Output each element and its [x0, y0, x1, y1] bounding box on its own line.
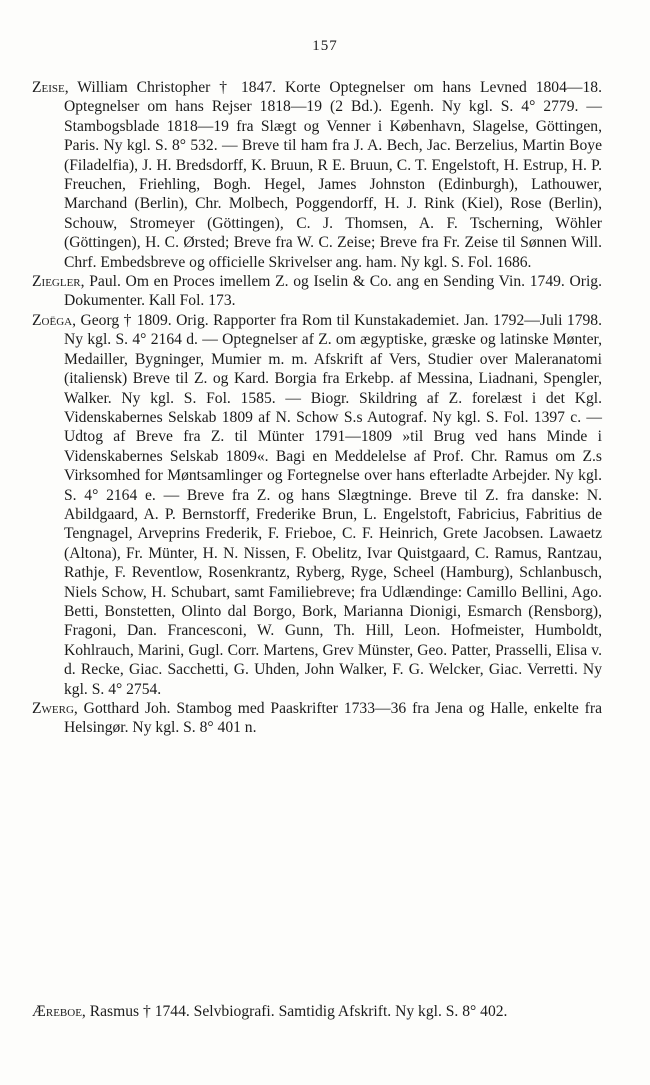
entry-surname: Ziegler — [32, 273, 81, 291]
register-entries — [32, 78, 602, 1020]
entry-surname: Zeise — [32, 79, 65, 96]
entry-text: , Rasmus † 1744. Selvbiografi. Samtidig Afskrift. Ny kgl. S. 8° 402. — [81, 1003, 508, 1020]
entry-surname: Zwerg — [32, 700, 74, 717]
register-entry — [32, 699, 602, 738]
entry-surname: Zoëga — [32, 311, 73, 329]
register-entry — [32, 272, 602, 311]
entry-text: , Georg † 1809. Orig. Rapporter fra Rom til Kunstakademiet. Jan. 1792—Juli 1798. Ny kgl. S. 4° 2164 d. — Optegnelser af Z. om ægyptiske, græske og latinske Mønter, Medailler, Bygninger, Mumier m. m. Afskrift af Vers, Studier over Maleranatomi (italiensk) Breve til Z. og Kard. Borgia fra Erkebp. af Messina, Liadnani, Spengler, Walker. Ny kgl. S. Fol. 1585. — Biogr. Skildring af Z. forelæst i det Kgl. Videnskabernes Selskab 1809 af N. Schow S.s Autograf. Ny kgl. S. Fol. 1397 c. — Udtog af Breve fra Z. til Münter 1791—1809 »til Brug ved hans Minde i Videnskabernes Selskab 1809«. Bagi en Meddelelse af Prof. Chr. Ramus om Z.s Virksomhed for Møntsamlinger og Fortegnelse over hans efterladte Arbejder. Ny kgl. S. 4° 2164 e. — Breve fra Z. og hans Slægtninge. Breve til Z. fra danske: N. Abildgaard, A. P. Bernstorff, Frederike Brun, L. Engelstoft, Fabricius, Fabritius de Tengnagel, Arveprins Frederik, F. Frieboe, C. F. Heinrich, Grete Jacobsen. Lawaetz (Altona), Fr. Münter, H. N. Nissen, F. Obelitz, Ivar Quistgaard, C. Ramus, Rantzau, Rathje, F. Reventlow, Rosenkrantz, Ryberg, Ryge, Scheel (Hamburg), Schlanbusch, Niels Schow, H. Schubart, samt Familiebreve; fra Udlændinge: Camillo Bellini, Ago. Betti, Bonstetten, Olinto dal Borgo, Bork, Marianna Dionigi, Esmarch (Rensborg), Fragoni, Dan. Francesconi, W. Gunn, Th. Hill, Leon. Hofmeister, Humboldt, Kohlrauch, Marini, Gugl. Corr. Martens, Grev Münster, Geo. Patter, Prasselli, Elisa v. d. Recke, Giac. Sacchetti, G. Uhden, John Walker, F. G. Welcker, Giac. Verretti. Ny kgl. S. 4° 2754. — [64, 311, 602, 698]
register-entry — [32, 311, 602, 699]
entry-text: , William Christopher † 1847. Korte Optegnelser om hans Levned 1804—18. Optegnelser om hans Rejser 1818—19 (2 Bd.). Egenh. Ny kgl. S. 4° 2779. — Stambogsblade 1818—19 fra Slægt og Venner i København, Slagelse, Göttingen, Paris. Ny kgl. S. 8° 532. — Breve til ham fra J. A. Bech, Jac. Berzelius, Martin Boye (Filadelfia), J. H. Bredsdorff, K. Bruun, R E. Bruun, C. T. Engelstoft, H. Estrup, H. P. Freuchen, Friehling, Bogh. Hegel, James Johnston (Edinburgh), Lathouwer, Marchand (Berlin), Chr. Molbech, Poggendorff, H. J. Rink (Kiel), Rose (Berlin), Schouw, Stromeyer (Göttingen), C. J. Thomsen, A. F. Tscherning, Wöhler (Göttingen), H. C. Ørsted; Breve fra W. C. Zeise; Breve fra Fr. Zeise til Sønnen Will. Chrf. Embedsbreve og officielle Skrivelser ang. ham. Ny kgl. S. Fol. 1686. — [64, 79, 602, 271]
page-number: 157 — [312, 38, 338, 54]
entry-surname: Æreboe — [32, 1003, 82, 1020]
entry-text: , Gotthard Joh. Stambog med Paaskrifter 1733—36 fra Jena og Halle, enkelte fra Helsingør. Ny kgl. S. 8° 401 n. — [64, 700, 602, 737]
entry-text: , Paul. Om en Proces imellem Z. og Iselin & Co. ang en Sending Vin. 1749. Orig. Dokumenter. Kall Fol. 173. — [64, 273, 602, 310]
register-entry — [32, 1002, 634, 1021]
register-entry — [32, 78, 602, 272]
